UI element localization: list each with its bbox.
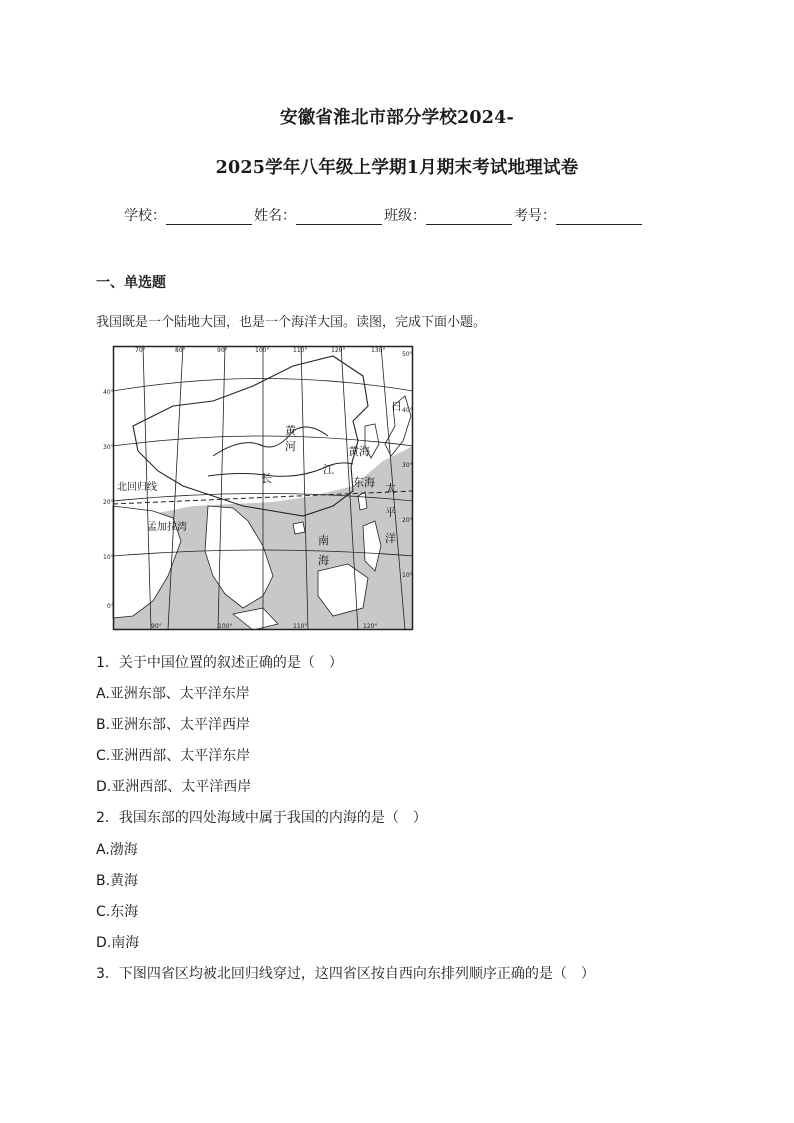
lat-label: 10° — [103, 554, 114, 561]
question-2-option-a[interactable]: A.渤海 — [96, 842, 138, 858]
lon-label: 100° — [218, 623, 233, 630]
question-2-option-d[interactable]: D.南海 — [96, 935, 140, 951]
map-label-yang: 洋 — [385, 532, 396, 545]
name-blank[interactable] — [296, 210, 382, 225]
map-label-jiang: 江 — [323, 463, 334, 476]
lon-label: 90° — [151, 623, 162, 630]
section-title: 一、单选题 — [96, 275, 166, 291]
map-label-huang: 黄 — [285, 424, 296, 437]
china-location-map — [103, 346, 413, 630]
question-2-option-b[interactable]: B.黄海 — [96, 873, 139, 889]
exam-title-line1: 安徽省淮北市部分学校2024- — [280, 108, 514, 128]
lat-label: 20° — [402, 517, 413, 524]
map-label-he: 河 — [285, 440, 296, 453]
exam-title-line2: 2025学年八年级上学期1月期末考试地理试卷 — [215, 158, 579, 178]
map-label-ping: 平 — [385, 506, 396, 519]
school-label: 学校： — [124, 208, 166, 224]
lat-label: 40° — [402, 407, 413, 414]
map-label-ri: 日 — [391, 400, 402, 413]
map-label-donghai: 东海 — [353, 476, 375, 489]
question-1-option-c[interactable]: C.亚洲西部、太平洋东岸 — [96, 748, 251, 764]
question-2-option-c[interactable]: C.东海 — [96, 904, 139, 920]
class-blank[interactable] — [426, 210, 512, 225]
name-label: 姓名： — [254, 208, 296, 224]
lon-label: 70° — [135, 347, 146, 354]
question-3-stem: 3．下图四省区均被北回归线穿过，这四省区按自西向东排列顺序正确的是（ ） — [96, 966, 595, 982]
lon-label: 80° — [175, 347, 186, 354]
class-label: 班级： — [384, 208, 426, 224]
lat-label: 30° — [402, 462, 413, 469]
id-label: 考号： — [514, 208, 556, 224]
student-info-row — [124, 205, 644, 225]
school-blank[interactable] — [166, 210, 252, 225]
question-1-option-d[interactable]: D.亚洲西部、太平洋西岸 — [96, 779, 252, 795]
map-label-tai: 太 — [385, 482, 396, 495]
lon-label: 130° — [371, 347, 386, 354]
lat-label: 10° — [402, 572, 413, 579]
lon-label: 120° — [363, 623, 378, 630]
lon-label: 110° — [293, 347, 308, 354]
question-2-stem: 2．我国东部的四处海域中属于我国的内海的是（ ） — [96, 810, 427, 826]
map-label-huanghai: 黄海 — [348, 445, 370, 458]
map-label-hai: 海 — [318, 554, 329, 567]
island-hainan — [293, 522, 305, 534]
intro-text: 我国既是一个陆地大国，也是一个海洋大国。读图，完成下面小题。 — [96, 315, 487, 330]
lon-label: 110° — [293, 623, 308, 630]
lat-label: 0° — [107, 603, 114, 610]
question-1-option-b[interactable]: B.亚洲东部、太平洋西岸 — [96, 717, 251, 733]
lat-label: 50° — [402, 351, 413, 358]
map-label-chang: 长 — [261, 472, 272, 485]
map-label-tropic: 北回归线 — [117, 482, 157, 493]
lon-label: 120° — [331, 347, 346, 354]
lat-label: 20° — [103, 499, 114, 506]
yellow-river — [213, 427, 328, 456]
lat-label: 30° — [103, 444, 114, 451]
lon-label: 100° — [255, 347, 270, 354]
question-1-stem: 1．关于中国位置的叙述正确的是（ ） — [96, 655, 343, 671]
question-1-option-a[interactable]: A.亚洲东部、太平洋东岸 — [96, 686, 250, 702]
map-label-bengal: 孟加拉湾 — [147, 522, 187, 533]
id-blank[interactable] — [556, 210, 642, 225]
lat-label: 40° — [103, 389, 114, 396]
lon-label: 90° — [217, 347, 228, 354]
map-label-nan: 南 — [318, 534, 329, 547]
